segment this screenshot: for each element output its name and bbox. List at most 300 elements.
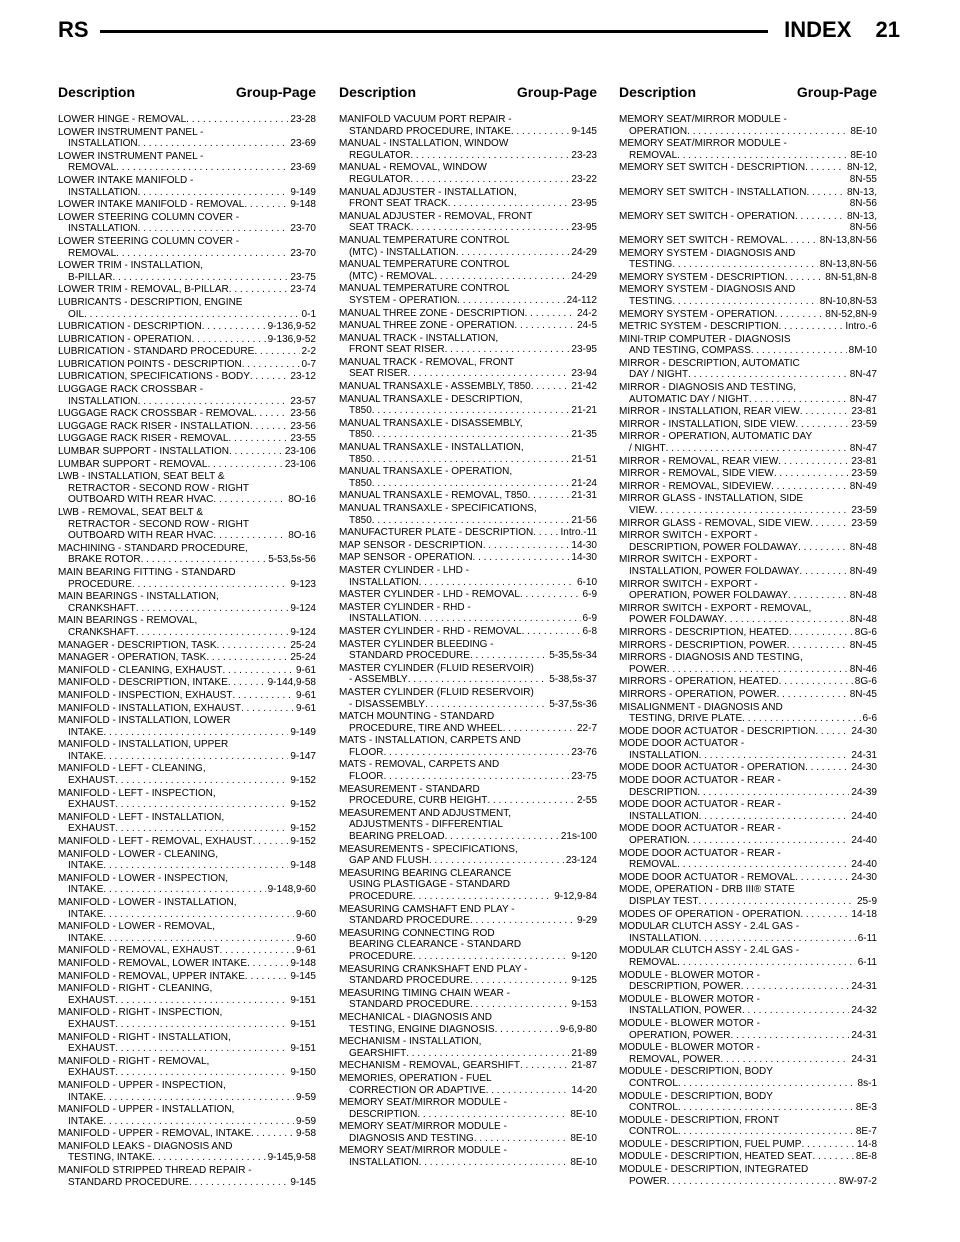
entry-page: 5-38,5s-37 (549, 674, 597, 686)
entry-title: MIRRORS - DIAGNOSIS AND TESTING, (619, 652, 803, 664)
entry-continuation (339, 577, 597, 589)
dot-leader (687, 126, 848, 138)
dot-leader (136, 627, 289, 639)
entry-page: 14-30 (571, 552, 597, 564)
entry-page: 23-28 (290, 114, 316, 125)
entry-page: 9-149 (290, 726, 316, 738)
entry-page: 9-124 (290, 626, 316, 638)
dot-leader (115, 1067, 288, 1079)
entry-continuation (619, 345, 877, 357)
entry-subtitle: DESCRIPTION, POWER FOLDAWAY (629, 541, 799, 553)
entry-page: 23-59 (851, 517, 877, 529)
entry-continuation (58, 1092, 316, 1104)
entry-continuation (619, 750, 877, 762)
dot-leader (141, 554, 267, 566)
dot-leader (383, 771, 569, 783)
entry-page: 9-61 (295, 702, 316, 714)
entry-page: 9-152 (290, 799, 316, 811)
entry-line (619, 726, 877, 738)
entry-page: 2-55 (576, 795, 597, 807)
dot-leader (245, 971, 289, 983)
index-entry (58, 408, 316, 420)
entry-continuation (58, 995, 316, 1007)
entry-subtitle: FLOOR (349, 771, 384, 783)
entry-title: MASTER CYLINDER (FLUID RESERVOIR) (339, 686, 534, 698)
dot-leader (699, 933, 856, 945)
index-entry (619, 530, 877, 553)
entry-page: 23-69 (290, 162, 316, 174)
entry-page: 9-152 (290, 836, 316, 848)
entry-title: MAP SENSOR - DESCRIPTION (339, 539, 483, 551)
index-entry (619, 406, 877, 418)
entry-subtitle: REMOVAL, POWER (629, 1053, 721, 1065)
dot-leader (217, 640, 289, 652)
entry-page: 9-59 (295, 1115, 316, 1127)
entry-page: 14-18 (851, 908, 877, 920)
entry-page: 9-59 (295, 1091, 316, 1103)
index-entry (58, 703, 316, 715)
entry-line (58, 371, 316, 383)
dot-leader (419, 1157, 569, 1169)
entry-subtitle: OUTBOARD WITH REAR HVAC (68, 530, 214, 542)
entry-title: MIRROR SWITCH - EXPORT - (619, 554, 758, 566)
entry-title: MEMORY SET SWITCH - REMOVAL (619, 234, 785, 246)
entry-subtitle: INSTALLATION (349, 613, 419, 625)
dot-leader (503, 723, 575, 735)
dot-leader (254, 346, 299, 358)
entry-title: MEMORIES, OPERATION - FUEL (339, 1072, 492, 1084)
entry-page: 8N-49 (849, 565, 877, 577)
index-title: INDEX (784, 17, 852, 42)
entry-line (58, 640, 316, 652)
entry-title: MANUAL TEMPERATURE CONTROL (339, 234, 510, 246)
entry-page: 23-70 (290, 223, 316, 235)
entry-page: 8O-16 (288, 494, 316, 506)
index-entry (619, 970, 877, 993)
entry-subtitle: DESCRIPTION, POWER (629, 981, 741, 993)
entry-page: 9-12,9-84 (554, 891, 597, 902)
entry-page: 23-81 (851, 455, 877, 467)
entry-line (619, 627, 877, 639)
entry-page: 25-24 (290, 652, 316, 664)
entry-line (58, 334, 316, 346)
dot-leader (495, 1024, 558, 1036)
index-entry (619, 114, 877, 137)
entry-page: 9-60 (295, 908, 316, 920)
entry-subtitle: INSTALLATION (349, 576, 419, 588)
entry-page: 8s-1 (857, 1077, 877, 1089)
index-entry (58, 507, 316, 542)
entry-continuation (339, 271, 597, 283)
entry-continuation (619, 835, 877, 847)
entry-subtitle: T850 (349, 405, 372, 417)
dot-leader (425, 699, 547, 711)
entry-title: LUBRICANTS - DESCRIPTION, ENGINE (58, 296, 243, 308)
dot-leader (775, 309, 824, 321)
entry-subtitle: PROCEDURE (349, 891, 413, 902)
entry-title: MIRRORS - DESCRIPTION, HEATED (619, 626, 789, 638)
entry-continuation (619, 443, 877, 455)
entry-title: MANAGER - DESCRIPTION, TASK (58, 639, 217, 651)
index-entry (619, 1042, 877, 1065)
entry-title: MANIFOLD - REMOVAL, UPPER INTAKE (58, 970, 245, 982)
entry-continuation (58, 1152, 316, 1164)
entry-title: MANIFOLD - LOWER - REMOVAL, (58, 921, 216, 933)
index-entry (339, 381, 597, 393)
dot-leader (724, 614, 848, 626)
entry-subtitle: B-PILLAR (68, 271, 113, 283)
index-entry (339, 663, 597, 686)
entry-line (619, 640, 877, 652)
entry-continuation (58, 1116, 316, 1128)
entry-page: 0-1 (301, 308, 316, 320)
entry-page: 21-51 (571, 453, 597, 465)
entry-page: 9-61 (295, 689, 316, 701)
dot-leader (785, 235, 818, 247)
index-entry (619, 994, 877, 1017)
entry-subtitle: INSTALLATION (629, 810, 699, 822)
entry-continuation (619, 296, 877, 308)
entry-line (58, 677, 316, 689)
dot-leader (116, 248, 288, 260)
entry-continuation (58, 554, 316, 566)
entry-title: MEMORY SYSTEM - OPERATION (619, 308, 775, 320)
entry-title: MANIFOLD LEAKS - DIAGNOSIS AND (58, 1140, 233, 1152)
entry-title: MECHANISM - INSTALLATION, (339, 1036, 482, 1048)
dot-leader (678, 1102, 854, 1114)
entry-title: MEMORY SYSTEM - DIAGNOSIS AND (619, 284, 796, 296)
entry-title: MIRROR - INSTALLATION, SIDE VIEW (619, 418, 796, 430)
index-entry (58, 446, 316, 458)
entry-title: MANIFOLD - LOWER - INSPECTION, (58, 872, 229, 884)
dot-leader (138, 187, 289, 199)
entry-page: 21-87 (571, 1060, 597, 1072)
page-number: 21 (875, 17, 900, 42)
dot-leader (251, 1128, 294, 1140)
dot-leader (445, 831, 559, 843)
entry-title: MANUAL TEMPERATURE CONTROL (339, 283, 510, 295)
dot-leader (525, 308, 575, 320)
entry-title: MODE DOOR ACTUATOR - DESCRIPTION (619, 725, 816, 737)
entry-line (339, 527, 597, 539)
index-entry (58, 346, 316, 358)
dot-leader (774, 468, 850, 480)
index-entry (339, 711, 597, 734)
entry-title: MODE, OPERATION - DRB III® STATE (619, 884, 795, 896)
entry-subtitle: TESTING (629, 259, 673, 271)
index-entry (619, 762, 877, 774)
entry-page: 9-147 (290, 750, 316, 762)
entry-line (619, 689, 877, 701)
entry-line (58, 459, 316, 471)
entry-subtitle: STANDARD PROCEDURE (68, 1176, 189, 1188)
entry-subtitle: T850 (349, 514, 372, 526)
entry-title: LUMBAR SUPPORT - INSTALLATION (58, 446, 229, 458)
index-entry (339, 138, 597, 161)
index-entry (619, 848, 877, 871)
entry-continuation (58, 187, 316, 199)
dot-leader (514, 320, 575, 332)
entry-page: 8E-10 (570, 1132, 597, 1144)
entry-continuation (619, 1078, 877, 1090)
entry-subtitle: INSTALLATION (68, 395, 138, 407)
entry-title: MIRROR - DESCRIPTION, AUTOMATIC (619, 357, 800, 369)
dot-leader (103, 751, 288, 763)
entry-page: 23-23 (571, 149, 597, 161)
index-entry (58, 151, 316, 174)
index-entry (58, 677, 316, 689)
dot-leader (419, 613, 581, 625)
entry-line (58, 971, 316, 983)
entry-page: 24-40 (851, 859, 877, 871)
index-entry (619, 1066, 877, 1089)
entry-page: 8E-10 (850, 149, 877, 161)
entry-line (58, 433, 316, 445)
entry-continuation (339, 454, 597, 466)
dot-leader (103, 884, 265, 896)
index-entry (58, 763, 316, 786)
entry-page: 9-145 (290, 1176, 316, 1188)
entry-title: LUGGAGE RACK RISER - REMOVAL (58, 433, 229, 445)
entry-subtitle: STANDARD PROCEDURE (349, 999, 470, 1011)
entry-title: MANIFOLD - DESCRIPTION, INTAKE (58, 677, 228, 689)
entry-title: MIRRORS - OPERATION, HEATED (619, 676, 779, 688)
index-entry (58, 284, 316, 296)
dot-leader (232, 690, 294, 702)
index-entry (339, 162, 597, 185)
index-entry (339, 418, 597, 441)
index-entry (58, 371, 316, 383)
column-heading-1 (58, 84, 316, 100)
entry-page: 8M-10 (848, 345, 877, 357)
dot-leader (220, 945, 294, 957)
index-entry (58, 640, 316, 652)
index-entry (58, 321, 316, 333)
entry-title: LUGGAGE RACK RISER - INSTALLATION (58, 420, 250, 432)
index-entry (339, 320, 597, 332)
entry-page: 9-123 (290, 578, 316, 590)
dot-leader (801, 1139, 855, 1151)
entry-continuation (619, 859, 877, 871)
dot-leader (795, 419, 849, 431)
entry-page: 21-21 (571, 405, 597, 417)
section-code: RS (58, 17, 89, 42)
entry-subtitle: OIL (68, 308, 85, 320)
dot-leader (798, 542, 848, 554)
entry-page: 24-31 (851, 1029, 877, 1041)
entry-title: MIRROR - REMOVAL, REAR VIEW (619, 455, 779, 467)
entry-title: MEASUREMENTS - SPECIFICATIONS, (339, 843, 518, 855)
entry-title: MISALIGNMENT - DIAGNOSIS AND (619, 701, 783, 713)
entry-subtitle: REMOVAL (68, 162, 117, 174)
index-entry (339, 735, 597, 758)
entry-title: MANIFOLD - LEFT - INSTALLATION, (58, 811, 225, 823)
index-entry (619, 211, 877, 234)
dot-leader (470, 650, 547, 662)
dot-leader (666, 443, 848, 455)
entry-title: LOWER INTAKE MANIFOLD - REMOVAL (58, 199, 245, 211)
index-entry (58, 127, 316, 150)
dot-leader (800, 909, 849, 921)
index-entry (58, 615, 316, 638)
entry-page: 6-10 (576, 576, 597, 588)
entry-title: MIRROR - INSTALLATION, REAR VIEW (619, 406, 800, 418)
entry-title: MEMORY SYSTEM - DESCRIPTION (619, 271, 785, 283)
dot-leader (138, 396, 289, 408)
index-entry (619, 518, 877, 530)
index-entry (58, 459, 316, 471)
entry-page: 23-75 (571, 771, 597, 783)
entry-subtitle: STANDARD PROCEDURE (349, 650, 470, 662)
entry-title: MASTER CYLINDER - RHD - (339, 601, 471, 613)
index-entry (58, 921, 316, 944)
entry-page: 23-106 (284, 458, 316, 470)
entry-page: 23-94 (571, 368, 597, 380)
index-entry (619, 187, 877, 210)
entry-subtitle: OPERATION, POWER (629, 1029, 731, 1041)
dot-leader (103, 1092, 294, 1104)
entry-page: 23-22 (571, 173, 597, 185)
entry-subtitle: TESTING, ENGINE DIAGNOSIS (349, 1023, 495, 1035)
dot-leader (677, 150, 848, 162)
entry-continuation (619, 1176, 877, 1188)
entry-continuation (619, 664, 877, 676)
index-column-2 (339, 114, 597, 1170)
dot-leader (787, 640, 848, 652)
entry-line (58, 703, 316, 715)
entry-page: 8N-55 (849, 173, 877, 185)
entry-page: 23-106 (284, 446, 316, 458)
entry-continuation (619, 614, 877, 626)
entry-title: MEMORY SEAT/MIRROR MODULE - (339, 1097, 507, 1109)
dot-leader (699, 811, 850, 823)
entry-subtitle: INTAKE (68, 884, 104, 896)
entry-page: 8E-10 (850, 125, 877, 137)
dot-leader (136, 603, 289, 615)
dot-leader (771, 481, 848, 493)
index-entry (339, 602, 597, 625)
entry-title: MANIFOLD - RIGHT - REMOVAL, (58, 1055, 210, 1067)
entry-line (619, 309, 877, 321)
index-entry (58, 1032, 316, 1055)
index-entry (619, 627, 877, 639)
entry-subtitle: ADJUSTMENTS - DIFFERENTIAL (349, 819, 503, 831)
dot-leader (677, 859, 849, 871)
entry-title: LOWER STEERING COLUMN COVER - (58, 235, 240, 247)
entry-line (339, 1060, 597, 1072)
dot-leader (688, 369, 848, 381)
entry-page: 9-60 (295, 932, 316, 944)
entry-page: 23-75 (290, 271, 316, 283)
entry-line (619, 187, 877, 199)
entry-page: 23-95 (571, 344, 597, 356)
entry-page-continuation (619, 198, 877, 210)
dot-leader (411, 222, 570, 234)
entry-subtitle: DIAGNOSIS AND TESTING (349, 1132, 474, 1144)
index-entry (619, 419, 877, 431)
entry-line (58, 958, 316, 970)
dot-leader (528, 490, 570, 502)
entry-page: 25-9 (856, 896, 877, 907)
dot-leader (520, 1060, 569, 1072)
entry-subtitle: RETRACTOR - SECOND ROW - RIGHT (68, 482, 249, 494)
entry-page: 24-31 (851, 1053, 877, 1065)
entry-title: MEMORY SEAT/MIRROR MODULE - (339, 1121, 507, 1133)
entry-continuation (339, 795, 597, 807)
index-entry (619, 884, 877, 907)
index-entry (58, 297, 316, 320)
dot-leader (229, 446, 283, 458)
dot-leader (229, 284, 289, 296)
entry-page: 21-56 (571, 514, 597, 526)
entry-page: 8N-56 (849, 222, 877, 234)
entry-page: 8W-97-2 (838, 1175, 877, 1187)
dot-leader (189, 1177, 288, 1189)
entry-page: 8E-7 (855, 1126, 877, 1138)
entry-title: MODE DOOR ACTUATOR - REMOVAL (619, 871, 796, 883)
entry-continuation (58, 727, 316, 739)
entry-continuation (619, 542, 877, 554)
dot-leader (667, 1176, 837, 1188)
entry-continuation (339, 819, 597, 831)
entry-page: 24-112 (566, 294, 597, 306)
entry-subtitle: GEARSHIFT (349, 1047, 407, 1059)
description-heading: Description (619, 84, 697, 100)
entry-page: 23-95 (571, 222, 597, 234)
entry-title: MANIFOLD STRIPPED THREAD REPAIR - (58, 1165, 252, 1177)
entry-page: 8N-46 (849, 663, 877, 675)
index-entry (58, 359, 316, 371)
dot-leader (672, 296, 817, 308)
index-entry (619, 1164, 877, 1187)
entry-title: MAIN BEARINGS - REMOVAL, (58, 615, 198, 627)
entry-subtitle: DESCRIPTION (629, 786, 698, 798)
entry-subtitle: PROCEDURE (349, 950, 413, 962)
entry-continuation (58, 1067, 316, 1079)
dot-leader (406, 1048, 569, 1060)
entry-continuation (58, 309, 316, 321)
entry-continuation (339, 723, 597, 735)
dot-leader (132, 579, 289, 591)
entry-page: 8N-48 (849, 590, 877, 602)
entry-title: MEMORY SEAT/MIRROR MODULE - (339, 1145, 507, 1157)
entry-continuation (339, 999, 597, 1011)
entry-continuation (619, 1102, 877, 1114)
entry-title: MANUAL TEMPERATURE CONTROL (339, 259, 510, 271)
index-entry (58, 849, 316, 872)
entry-title: MANUAL TRANSAXLE - ASSEMBLY, T850 (339, 381, 531, 393)
entry-page: 8E-8 (855, 1151, 877, 1163)
dot-leader (372, 515, 570, 527)
entry-title: MANIFOLD - CLEANING, EXHAUST (58, 664, 223, 676)
entry-line (619, 406, 877, 418)
entry-page: 24-30 (851, 762, 877, 774)
entry-subtitle: FRONT SEAT TRACK (349, 198, 448, 210)
entry-page: 8N-56 (849, 198, 877, 210)
entry-continuation (339, 879, 597, 891)
entry-title: LOWER INTAKE MANIFOLD - (58, 174, 194, 186)
entry-subtitle: EXHAUST (68, 823, 116, 835)
entry-title: MEASUREMENT - STANDARD (339, 783, 480, 795)
dot-leader (115, 1019, 288, 1031)
index-entry (58, 873, 316, 896)
entry-page: 0-7 (301, 358, 316, 370)
dot-leader (788, 590, 848, 602)
index-entry (58, 715, 316, 738)
index-entry (58, 812, 316, 835)
entry-subtitle: BEARING CLEARANCE - STANDARD (349, 939, 522, 951)
entry-title: MANIFOLD VACUUM PORT REPAIR - (339, 114, 512, 125)
